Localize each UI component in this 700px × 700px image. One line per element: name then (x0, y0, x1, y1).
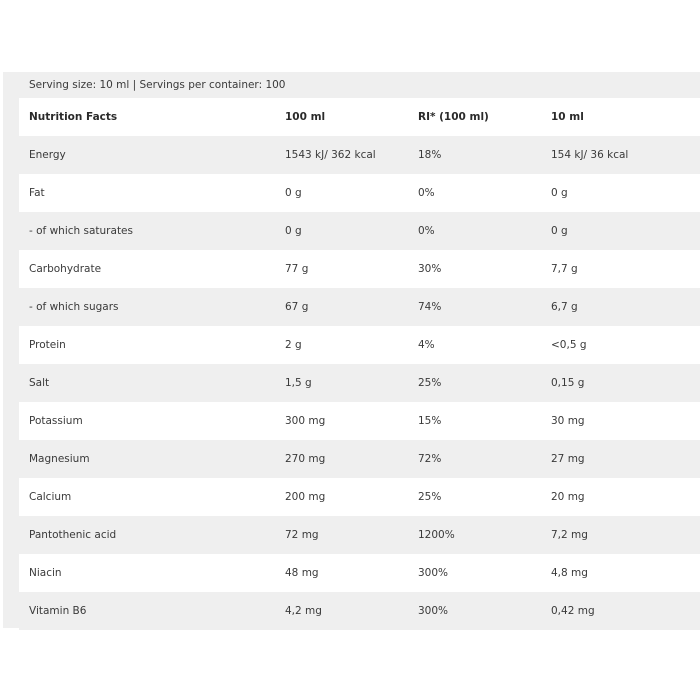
table-row (19, 288, 700, 326)
table-row (19, 440, 700, 478)
value-per-100ml: 48 mg (285, 567, 319, 579)
header-ri-100ml: RI* (100 ml) (418, 111, 489, 123)
nutrient-name: - of which saturates (29, 225, 133, 237)
nutrient-name: Calcium (29, 491, 72, 503)
nutrient-name: Energy (29, 149, 66, 161)
value-per-10ml: 154 kJ/ 36 kcal (551, 149, 629, 161)
value-per-100ml: 1543 kJ/ 362 kcal (285, 149, 376, 161)
nutrition-table (19, 98, 700, 630)
nutrient-name: Fat (29, 187, 45, 199)
value-per-10ml: 30 mg (551, 415, 585, 427)
value-per-100ml: 270 mg (285, 453, 326, 465)
table-row (19, 554, 700, 592)
value-ri: 18% (418, 149, 442, 161)
value-ri: 1200% (418, 529, 455, 541)
value-per-10ml: <0,5 g (551, 339, 587, 351)
nutrient-name: Magnesium (29, 453, 90, 465)
table-row (19, 326, 700, 364)
value-per-100ml: 67 g (285, 301, 309, 313)
nutrient-name: Vitamin B6 (29, 605, 87, 617)
value-per-10ml: 6,7 g (551, 301, 578, 313)
value-ri: 300% (418, 605, 449, 617)
value-per-10ml: 4,8 mg (551, 567, 588, 579)
value-ri: 25% (418, 491, 442, 503)
value-ri: 72% (418, 453, 442, 465)
table-row (19, 516, 700, 554)
value-per-100ml: 300 mg (285, 415, 326, 427)
value-ri: 0% (418, 225, 435, 237)
value-ri: 4% (418, 339, 435, 351)
nutrition-panel (3, 72, 700, 628)
table-row (19, 136, 700, 174)
table-header-row (19, 98, 700, 136)
value-per-10ml: 7,7 g (551, 263, 578, 275)
value-per-100ml: 1,5 g (285, 377, 312, 389)
table-row (19, 174, 700, 212)
value-per-10ml: 0,42 mg (551, 605, 595, 617)
value-per-10ml: 27 mg (551, 453, 585, 465)
nutrient-name: Protein (29, 339, 66, 351)
table-row (19, 364, 700, 402)
value-per-10ml: 0 g (551, 225, 568, 237)
table-row (19, 592, 700, 630)
value-ri: 300% (418, 567, 449, 579)
value-per-10ml: 0 g (551, 187, 568, 199)
nutrient-name: Niacin (29, 567, 62, 579)
value-per-100ml: 72 mg (285, 529, 319, 541)
value-ri: 30% (418, 263, 442, 275)
table-row (19, 250, 700, 288)
header-nutrition-facts: Nutrition Facts (29, 111, 118, 123)
nutrient-name: - of which sugars (29, 301, 119, 313)
value-per-100ml: 2 g (285, 339, 302, 351)
value-ri: 0% (418, 187, 435, 199)
value-per-100ml: 200 mg (285, 491, 326, 503)
value-per-100ml: 0 g (285, 187, 302, 199)
nutrient-name: Pantothenic acid (29, 529, 117, 541)
nutrient-name: Carbohydrate (29, 263, 102, 275)
value-per-100ml: 77 g (285, 263, 309, 275)
value-ri: 74% (418, 301, 442, 313)
table-row (19, 402, 700, 440)
header-per-100ml: 100 ml (285, 111, 326, 123)
value-per-100ml: 0 g (285, 225, 302, 237)
value-per-10ml: 0,15 g (551, 377, 585, 389)
value-per-10ml: 20 mg (551, 491, 585, 503)
value-per-100ml: 4,2 mg (285, 605, 322, 617)
value-ri: 25% (418, 377, 442, 389)
value-ri: 15% (418, 415, 442, 427)
serving-info: Serving size: 10 ml | Servings per container: 100 (29, 79, 286, 91)
value-per-10ml: 7,2 mg (551, 529, 588, 541)
header-per-10ml: 10 ml (551, 111, 584, 123)
nutrient-name: Potassium (29, 415, 83, 427)
nutrient-name: Salt (29, 377, 50, 389)
table-row (19, 212, 700, 250)
table-row (19, 478, 700, 516)
